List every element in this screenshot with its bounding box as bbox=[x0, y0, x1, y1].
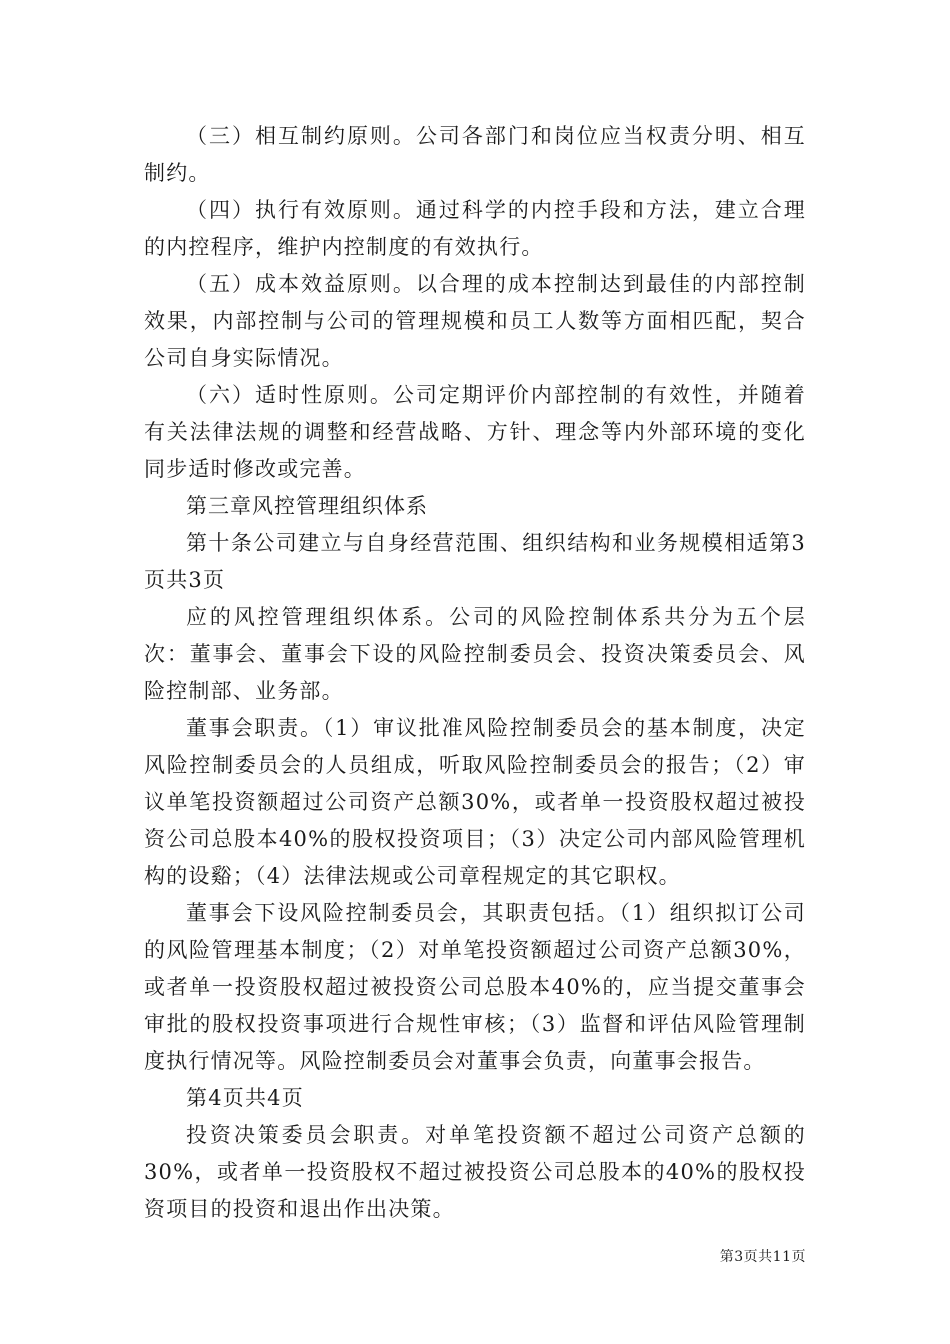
para-risk-committee: 董事会下设风险控制委员会，其职责包括。（1）组织拟订公司的风险管理基本制度；（2）对单笔投资额超过公司资产总额30%，或者单一投资股权超过被投资公司总股本40%的，应当提交董事会审批的股权投资事项进行合规性审核；（3）监督和评估风险管理制度执行情况等。风险控制委员会对董事会负责，向董事会报告。 bbox=[144, 901, 806, 1073]
page-footer-number: 第3页共11页 bbox=[719, 1249, 806, 1265]
chapter-heading: 第三章风控管理组织体系 bbox=[186, 494, 428, 518]
para-board-duties: 董事会职责。（1）审议批准风险控制委员会的基本制度，决定风险控制委员会的人员组成，听取风险控制委员会的报告；（2）审议单笔投资额超过公司资产总额30%，或者单一投资股权超过被投资公司总股本40%的股权投资项目；（3）决定公司内部风险管理机构的设谿；（4）法律法规或公司章程规定的其它职权。 bbox=[144, 716, 806, 888]
para-risk-system: 应的风控管理组织体系。公司的风险控制体系共分为五个层次：董事会、董事会下设的风险控制委员会、投资决策委员会、风险控制部、业务部。 bbox=[144, 605, 806, 703]
para-principle-5: （五）成本效益原则。以合理的成本控制达到最佳的内部控制效果，内部控制与公司的管理规模和员工人数等方面相匹配，契合公司自身实际情况。 bbox=[144, 272, 806, 370]
para-article-10: 第十条公司建立与自身经营范围、组织结构和业务规模相适第3页共3页 bbox=[144, 531, 806, 592]
para-principle-4: （四）执行有效原则。通过科学的内控手段和方法，建立合理的内控程序，维护内控制度的有效执行。 bbox=[144, 198, 806, 259]
para-investment-committee: 投资决策委员会职责。对单笔投资额不超过公司资产总额的30%，或者单一投资股权不超过被投资公司总股本的40%的股权投资项目的投资和退出作出决策。 bbox=[144, 1123, 806, 1221]
para-page-note: 第4页共4页 bbox=[186, 1086, 304, 1110]
para-principle-3: （三）相互制约原则。公司各部门和岗位应当权责分明、相互制约。 bbox=[144, 124, 806, 185]
para-principle-6: （六）适时性原则。公司定期评价内部控制的有效性，并随着有关法律法规的调整和经营战略、方针、理念等内外部环境的变化同步适时修改或完善。 bbox=[144, 383, 806, 481]
document-page bbox=[144, 118, 806, 1228]
